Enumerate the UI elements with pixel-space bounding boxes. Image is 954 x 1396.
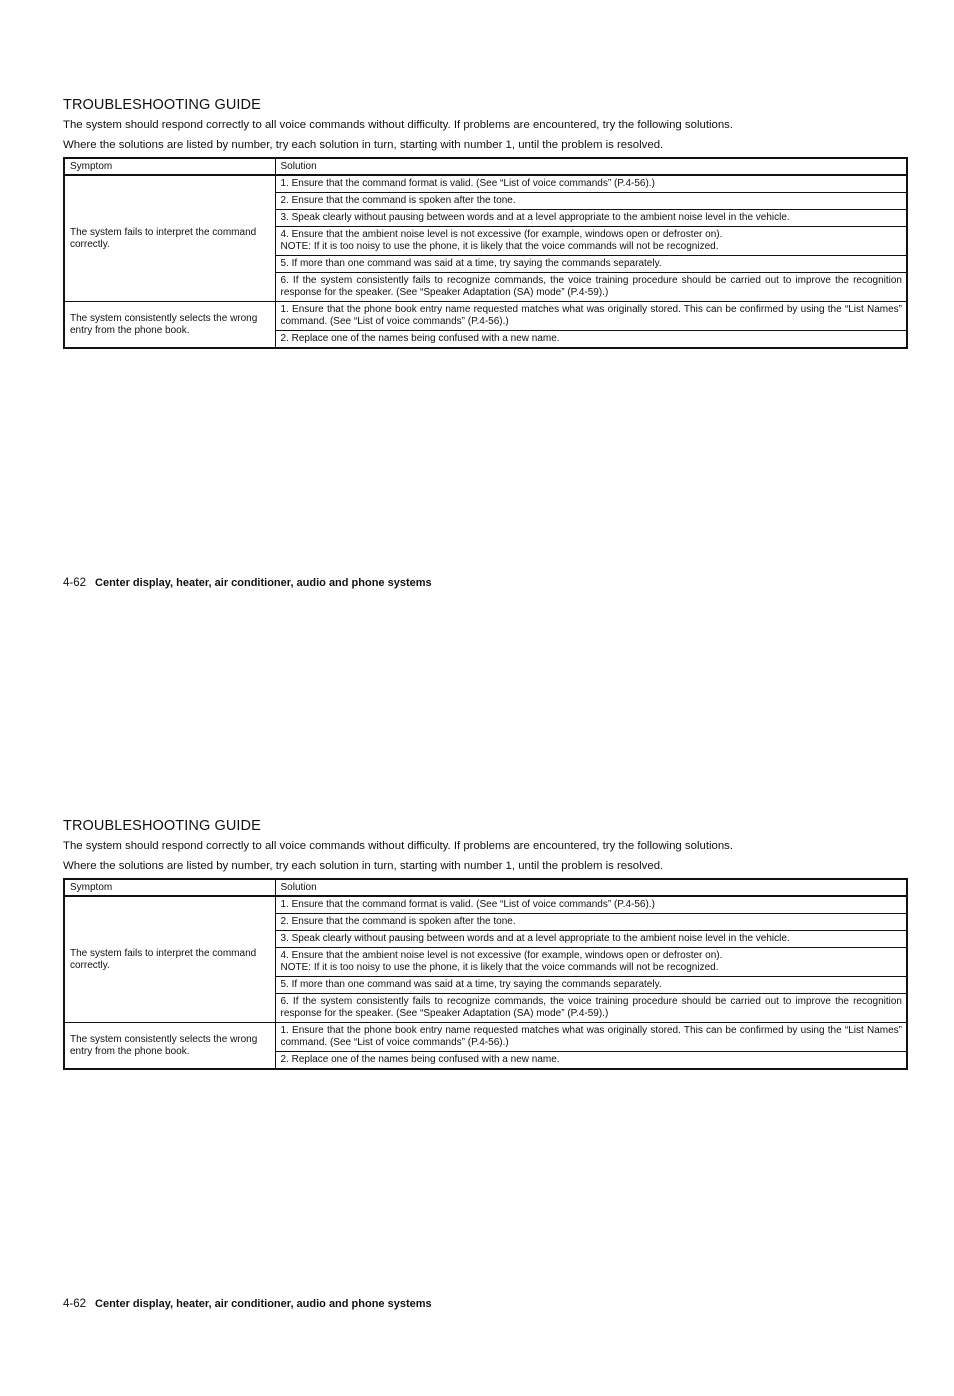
intro-paragraph: Where the solutions are listed by number, try each solution in turn, starting with number 1, until the problem is resolved. [63,139,664,151]
page-bottom [0,721,954,1396]
page-number: 4-62 [63,577,87,589]
page-footer [63,1298,432,1310]
symptom-cell: The system consistently selects the wrong entry from the phone book. [64,1023,275,1070]
solution-header: Solution [275,879,907,896]
intro-paragraph: The system should respond correctly to all voice commands without difficulty. If problems are encountered, try the following solutions. [63,119,734,131]
troubleshooting-table [63,157,908,349]
page-top [0,0,954,675]
section-title: Center display, heater, air conditioner, audio and phone systems [95,577,432,589]
solution-cell: 2. Ensure that the command is spoken after the tone. [275,193,907,210]
solution-cell: 2. Replace one of the names being confused with a new name. [275,331,907,349]
solution-cell: 5. If more than one command was said at a time, try saying the commands separately. [275,256,907,273]
table-row [64,1023,907,1052]
symptom-cell: The system fails to interpret the command correctly. [64,175,275,302]
solution-cell: 6. If the system consistently fails to recognize commands, the voice training procedure should be carried out to improve the recognition response for the speaker. (See “Speaker Adaptation (SA) mode” (P.4-59).) [275,273,907,302]
solution-cell: 1. Ensure that the command format is valid. (See “List of voice commands” (P.4-56).) [275,896,907,914]
section-title: Center display, heater, air conditioner, audio and phone systems [95,1298,432,1310]
symptom-header: Symptom [64,158,275,175]
page-footer [63,577,432,589]
table-row [64,896,907,914]
solution-cell: 1. Ensure that the phone book entry name requested matches what was originally stored. This can be confirmed by using the “List Names” command. (See “List of voice commands” (P.4-56).) [275,302,907,331]
solution-cell: 3. Speak clearly without pausing between words and at a level appropriate to the ambient noise level in the vehicle. [275,931,907,948]
table-header-row [64,158,907,175]
solution-header: Solution [275,158,907,175]
table-row [64,302,907,331]
troubleshooting-table [63,878,908,1070]
symptom-header: Symptom [64,879,275,896]
intro-paragraph: Where the solutions are listed by number, try each solution in turn, starting with number 1, until the problem is resolved. [63,860,664,872]
section-heading: TROUBLESHOOTING GUIDE [63,97,261,113]
solution-cell: 5. If more than one command was said at a time, try saying the commands separately. [275,977,907,994]
page-number: 4-62 [63,1298,87,1310]
table-header-row [64,879,907,896]
solution-cell: 6. If the system consistently fails to recognize commands, the voice training procedure should be carried out to improve the recognition response for the speaker. (See “Speaker Adaptation (SA) mode” (P.4-59).) [275,994,907,1023]
symptom-cell: The system consistently selects the wrong entry from the phone book. [64,302,275,349]
table-row [64,175,907,193]
solution-cell: 4. Ensure that the ambient noise level is not excessive (for example, windows open or defroster on). NOTE: If it is too noisy to use the phone, it is likely that the voice commands will not be recognized. [275,227,907,256]
symptom-cell: The system fails to interpret the command correctly. [64,896,275,1023]
solution-cell: 2. Replace one of the names being confused with a new name. [275,1052,907,1070]
solution-cell: 4. Ensure that the ambient noise level is not excessive (for example, windows open or defroster on). NOTE: If it is too noisy to use the phone, it is likely that the voice commands will not be recognized. [275,948,907,977]
solution-cell: 1. Ensure that the command format is valid. (See “List of voice commands” (P.4-56).) [275,175,907,193]
section-heading: TROUBLESHOOTING GUIDE [63,818,261,834]
intro-paragraph: The system should respond correctly to all voice commands without difficulty. If problems are encountered, try the following solutions. [63,840,734,852]
solution-cell: 1. Ensure that the phone book entry name requested matches what was originally stored. This can be confirmed by using the “List Names” command. (See “List of voice commands” (P.4-56).) [275,1023,907,1052]
solution-cell: 3. Speak clearly without pausing between words and at a level appropriate to the ambient noise level in the vehicle. [275,210,907,227]
solution-cell: 2. Ensure that the command is spoken after the tone. [275,914,907,931]
